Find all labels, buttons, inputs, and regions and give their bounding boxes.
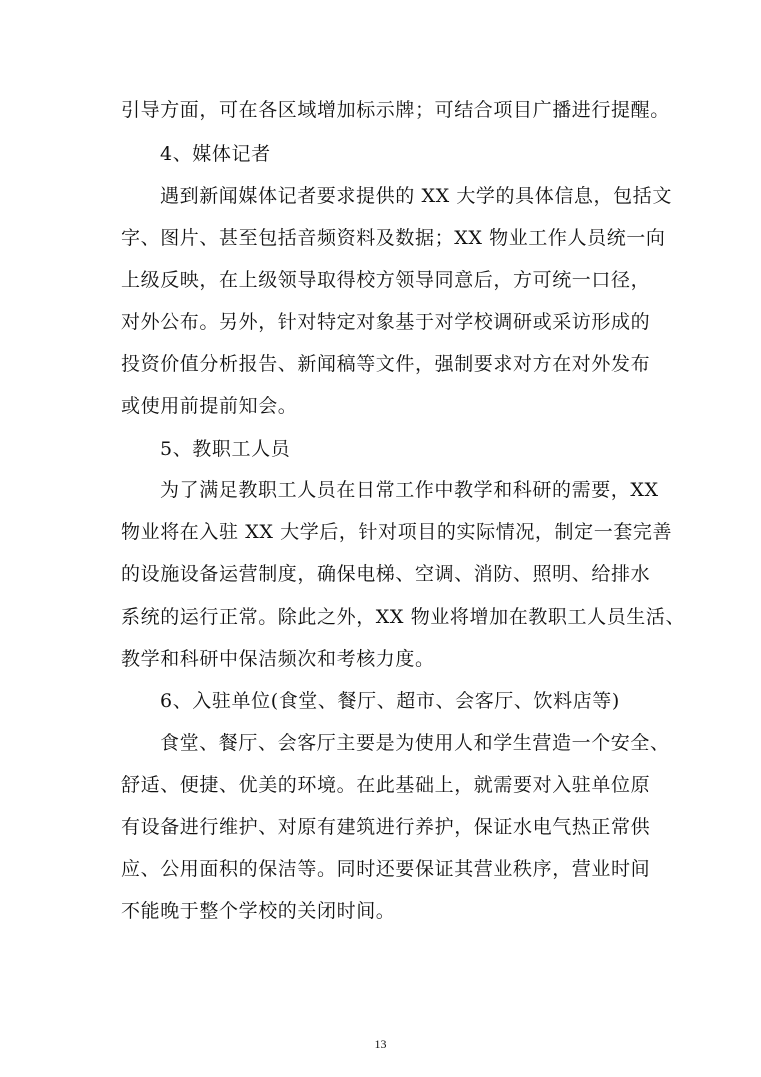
section-heading-media: 4、媒体记者 [160, 143, 271, 165]
text-line: 字、图片、甚至包括音频资料及数据；XX 物业工作人员统一向 [121, 227, 666, 249]
text-line: 上级反映，在上级领导取得校方领导同意后，方可统一口径， [121, 269, 651, 291]
text-line: 引导方面，可在各区域增加标示牌；可结合项目广播进行提醒。 [121, 99, 670, 121]
text-line: 的设施设备运营制度，确保电梯、空调、消防、照明、给排水 [121, 563, 651, 585]
text-line: 为了满足教职工人员在日常工作中教学和科研的需要，XX [160, 479, 659, 501]
text-line: 或使用前提前知会。 [121, 395, 298, 417]
text-line: 教学和科研中保洁频次和考核力度。 [121, 648, 435, 670]
section-heading-units: 6、入驻单位(食堂、餐厅、超市、会客厅、饮料店等) [160, 690, 620, 712]
text-line: 应、公用面积的保洁等。同时还要保证其营业秩序，营业时间 [121, 858, 651, 880]
text-line: 对外公布。另外，针对特定对象基于对学校调研或采访形成的 [121, 311, 651, 333]
text-line: 不能晚于整个学校的关闭时间。 [121, 900, 396, 922]
text-line: 系统的运行正常。除此之外，XX 物业将增加在教职工人员生活、 [121, 606, 686, 628]
text-line: 投资价值分析报告、新闻稿等文件，强制要求对方在对外发布 [121, 353, 651, 375]
text-line: 舒适、便捷、优美的环境。在此基础上，就需要对入驻单位原 [121, 774, 651, 796]
text-line: 食堂、餐厅、会客厅主要是为使用人和学生营造一个安全、 [160, 732, 670, 754]
text-line: 物业将在入驻 XX 大学后，针对项目的实际情况，制定一套完善 [121, 521, 673, 543]
section-heading-staff: 5、教职工人员 [160, 438, 291, 460]
page-number: 13 [374, 1037, 387, 1051]
text-line: 有设备进行维护、对原有建筑进行养护，保证水电气热正常供 [121, 816, 651, 838]
text-line: 遇到新闻媒体记者要求提供的 XX 大学的具体信息，包括文 [160, 185, 672, 207]
